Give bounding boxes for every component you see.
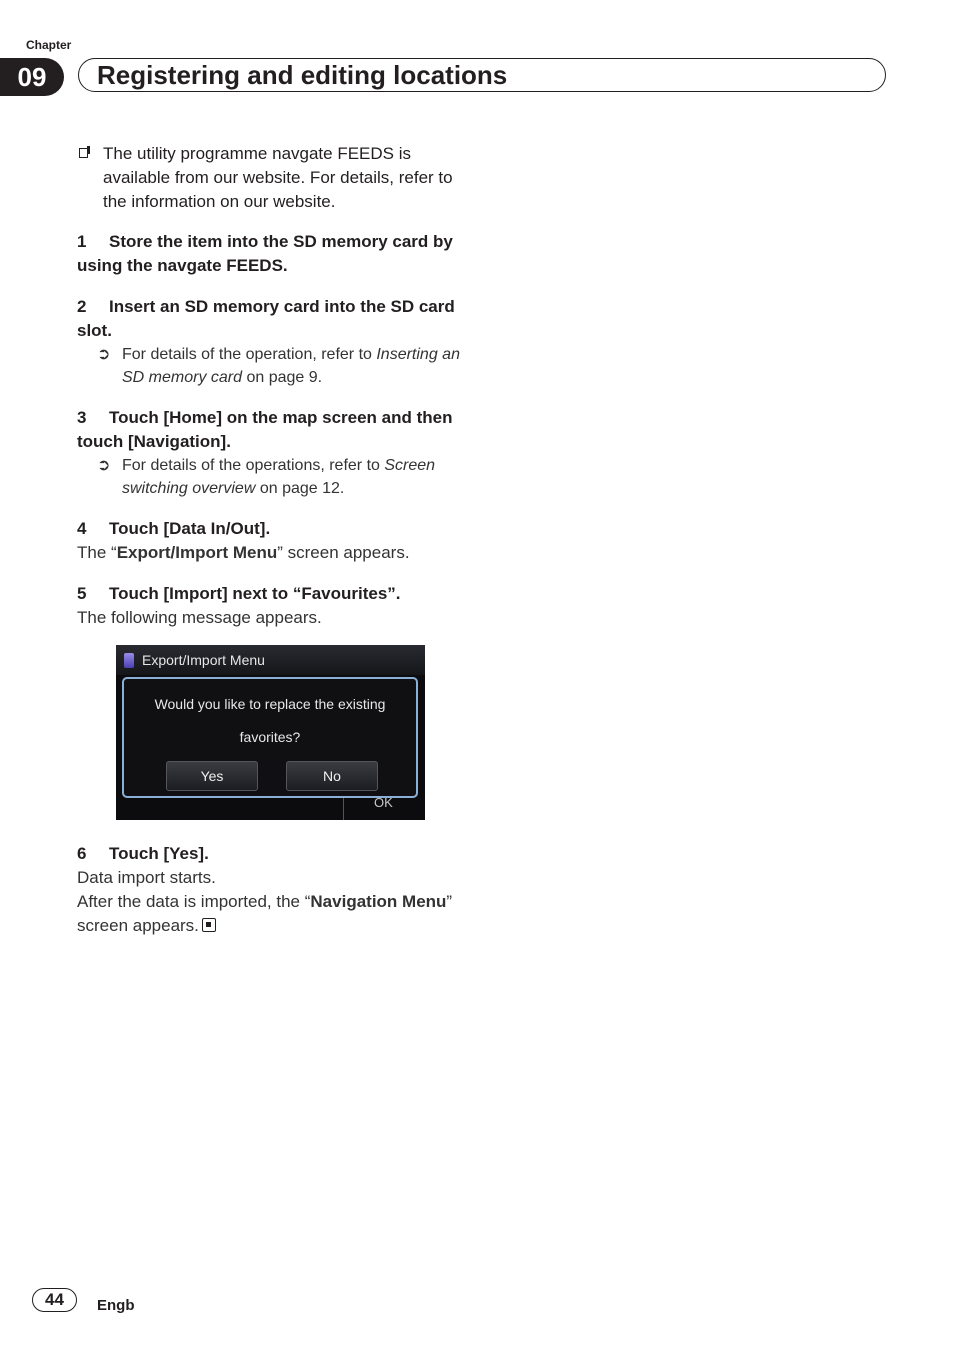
arrow-icon: ➲ bbox=[97, 457, 111, 474]
step-text: Insert an SD memory card into the SD card slot. bbox=[77, 297, 455, 340]
step-text: Store the item into the SD memory card by using the navgate FEEDS. bbox=[77, 232, 453, 275]
step-text: Touch [Yes]. bbox=[109, 844, 209, 863]
step-3-reference bbox=[77, 454, 472, 500]
result-text: After the data is imported, the “ bbox=[77, 892, 311, 911]
end-of-section-icon bbox=[202, 918, 216, 932]
main-content bbox=[77, 142, 472, 630]
step-number: 5 bbox=[77, 584, 87, 603]
step-6-block bbox=[77, 842, 472, 938]
step-number: 1 bbox=[77, 232, 87, 251]
step-text: Touch [Data In/Out]. bbox=[109, 519, 271, 538]
note-checkbox-icon bbox=[79, 148, 88, 158]
step-5 bbox=[77, 582, 472, 606]
result-text: The “ bbox=[77, 543, 117, 562]
step-6 bbox=[77, 842, 472, 866]
step-number: 2 bbox=[77, 297, 87, 316]
confirm-dialog bbox=[122, 677, 418, 798]
reference-page: on page 9. bbox=[242, 369, 323, 386]
chapter-label: Chapter bbox=[26, 38, 72, 52]
info-note bbox=[77, 142, 472, 214]
reference-link: Screen switching overview bbox=[122, 457, 436, 497]
chapter-number: 09 bbox=[0, 58, 64, 96]
app-icon bbox=[124, 653, 134, 668]
reference-link: Inserting an SD memory card bbox=[122, 346, 460, 386]
reference-page: on page 12. bbox=[255, 480, 345, 497]
step-3 bbox=[77, 406, 472, 454]
screenshot-header bbox=[116, 645, 425, 675]
step-text: Touch [Home] on the map screen and then touch [Navigation]. bbox=[77, 408, 453, 451]
divider bbox=[343, 798, 344, 820]
result-text-end: ” screen appears. bbox=[277, 543, 410, 562]
step-2-reference bbox=[77, 343, 472, 389]
reference-text: For details of the operations, refer to bbox=[122, 457, 385, 474]
result-screen-name: Navigation Menu bbox=[310, 892, 447, 911]
step-number: 3 bbox=[77, 408, 87, 427]
step-number: 4 bbox=[77, 519, 87, 538]
ok-button-partial: OK bbox=[374, 795, 393, 810]
step-number: 6 bbox=[77, 844, 87, 863]
dialog-screenshot bbox=[116, 645, 425, 820]
reference-text: For details of the operation, refer to bbox=[122, 346, 377, 363]
note-text: The utility programme navgate FEEDS is available from our website. For details, refer to the information on our website. bbox=[103, 144, 453, 211]
arrow-icon: ➲ bbox=[97, 346, 111, 363]
yes-button[interactable]: Yes bbox=[166, 761, 258, 791]
dialog-message-line2: favorites? bbox=[239, 729, 301, 745]
step-6-result-2 bbox=[77, 890, 472, 938]
step-6-result: Data import starts. bbox=[77, 868, 216, 887]
dialog-message-line1: Would you like to replace the existing bbox=[154, 696, 386, 712]
step-4-result bbox=[77, 541, 472, 565]
step-4 bbox=[77, 517, 472, 541]
result-screen-name: Export/Import Menu bbox=[116, 543, 278, 562]
no-button[interactable]: No bbox=[286, 761, 378, 791]
result-text-end: ” screen appears. bbox=[77, 892, 453, 935]
page-title-text: Registering and editing locations bbox=[97, 59, 508, 90]
step-2 bbox=[77, 295, 472, 343]
page-number: 44 bbox=[32, 1288, 77, 1312]
screenshot-title: Export/Import Menu bbox=[142, 652, 265, 668]
step-5-result: The following message appears. bbox=[77, 608, 322, 627]
step-text: Touch [Import] next to “Favourites”. bbox=[109, 584, 401, 603]
page-title bbox=[78, 58, 886, 92]
language-code: Engb bbox=[97, 1297, 135, 1314]
step-1 bbox=[77, 230, 472, 278]
